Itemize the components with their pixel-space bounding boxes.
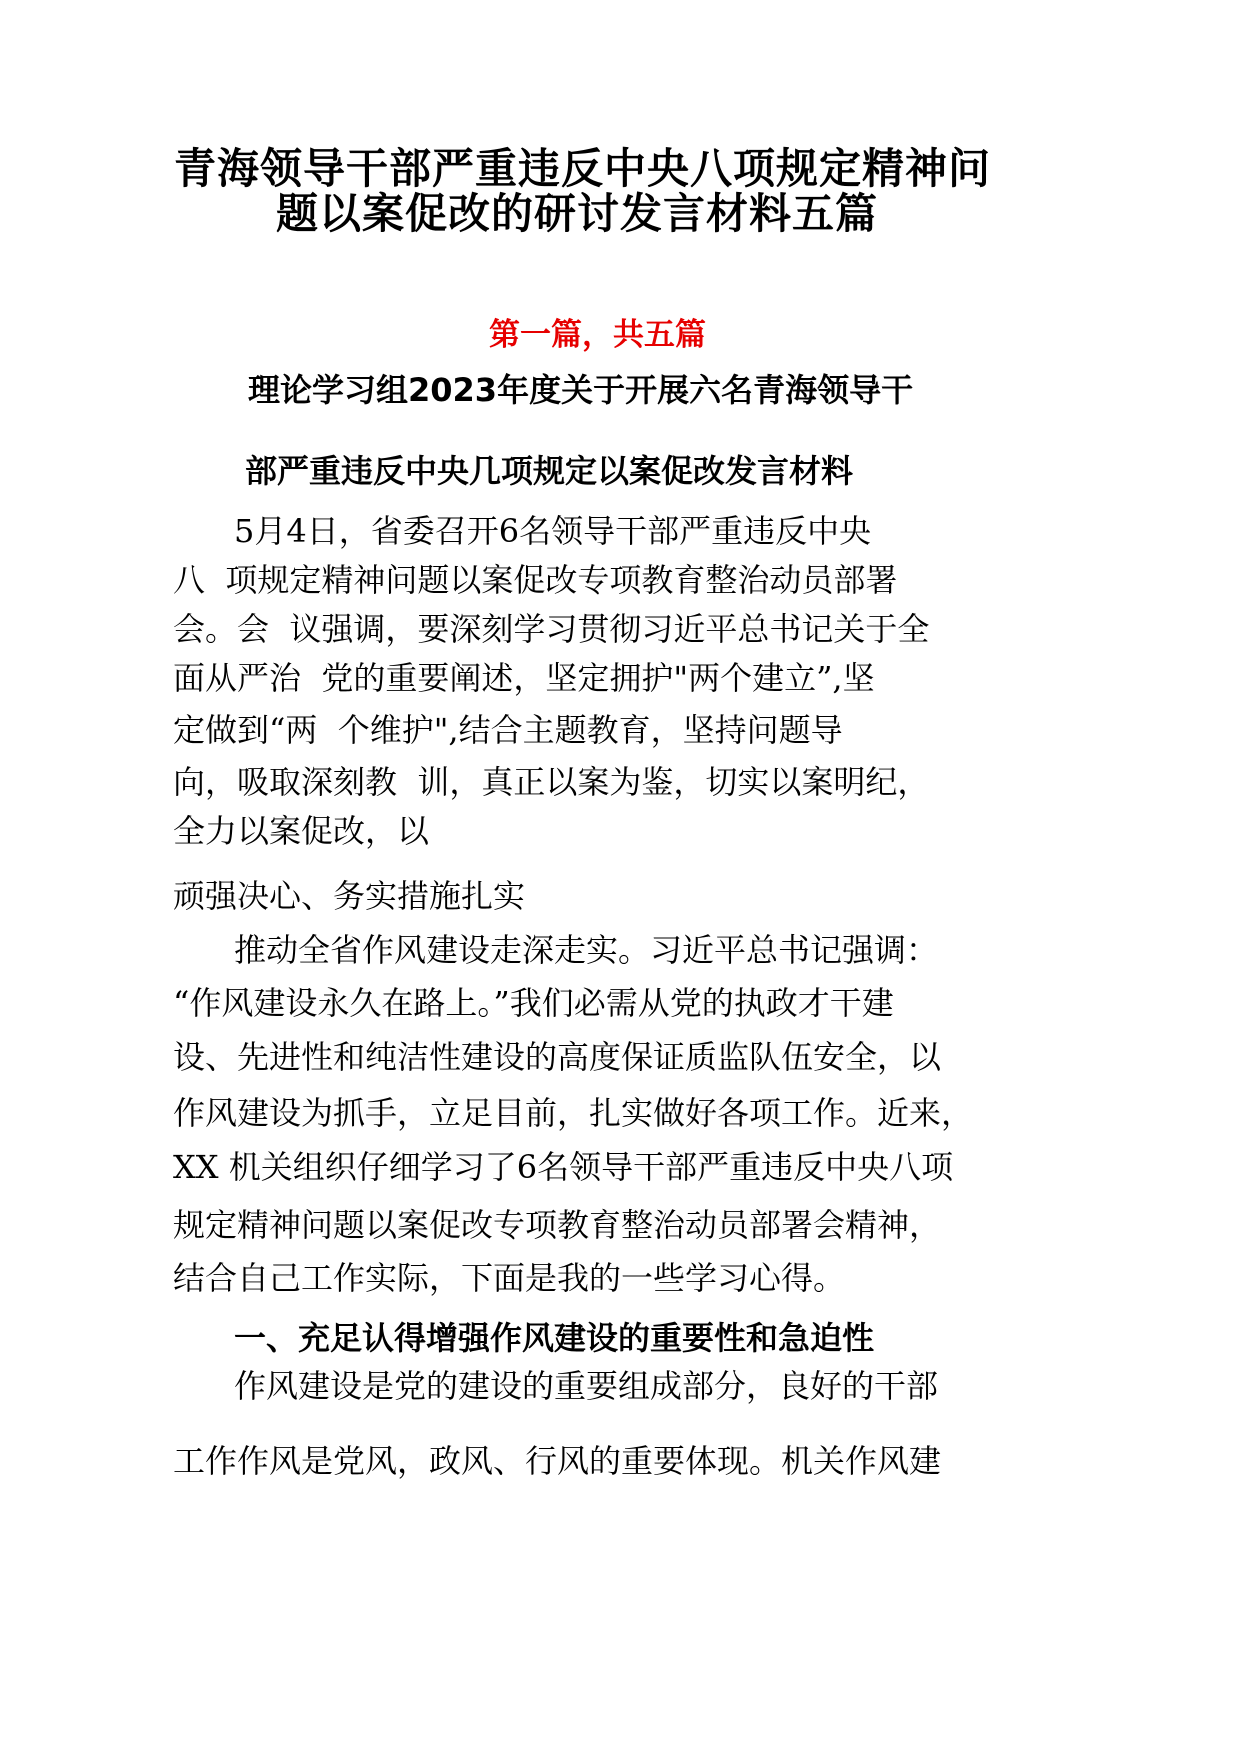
document-title-line-2: 题以案促改的研讨发言材料五篇	[276, 189, 879, 238]
paragraph-4-line-1: 作风建设是党的建设的重要组成部分，良好的干部	[234, 1367, 939, 1405]
paragraph-3-line-3: 设、先进性和纯洁性建设的高度保证质监队伍安全，以	[173, 1038, 942, 1076]
paragraph-1-line-6: 向，吸取深刻教 训，真正以案为鉴，切实以案明纪，	[173, 763, 930, 801]
paragraph-1-line-5: 定做到“两 个维护",结合主题教育，坚持问题导	[173, 711, 843, 749]
paragraph-1-line-3: 会。会 议强调，要深刻学习贯彻习近平总书记关于全	[173, 610, 930, 648]
paragraph-2-line-1: 顽强决心、务实措施扎实	[173, 877, 526, 915]
paragraph-3-line-6: 规定精神问题以案促改专项教育整治动员部署会精神，	[173, 1206, 942, 1244]
paragraph-3-line-4: 作风建设为抓手，立足目前，扎实做好各项工作。近来，	[173, 1094, 974, 1132]
paragraph-4-line-2: 工作作风是党风，政风、行风的重要体现。机关作风建	[173, 1442, 942, 1480]
article-title-line-2: 部严重违反中央几项规定以案促改发言材料	[245, 452, 854, 490]
paragraph-3-line-7: 结合自己工作实际，下面是我的一些学习心得。	[173, 1259, 846, 1297]
paragraph-1-line-4: 面从严治 党的重要阐述，坚定拥护"两个建立”,坚	[173, 659, 875, 697]
paragraph-3-line-2: “作风建设永久在路上。”我们必需从党的执政才干建	[173, 984, 894, 1022]
paragraph-1-line-7: 全力以案促改，以	[173, 812, 430, 850]
article-title-line-1: 理论学习组2023年度关于开展六名青海领导干	[248, 371, 914, 409]
paragraph-1-line-1: 5月4日，省委召开6名领导干部严重违反中央	[234, 512, 872, 550]
paragraph-3-line-5: XX 机关组织仔细学习了6名领导干部严重违反中央八项	[173, 1148, 954, 1186]
part-label: 第一篇，共五篇	[489, 317, 706, 353]
document-title-line-1: 青海领导干部严重违反中央八项规定精神问	[174, 144, 992, 193]
section-1-heading: 一、充足认得增强作风建设的重要性和急迫性	[234, 1319, 875, 1357]
paragraph-1-line-2: 八 项规定精神问题以案促改专项教育整治动员部署	[173, 561, 898, 599]
paragraph-3-line-1: 推动全省作风建设走深走实。习近平总书记强调：	[234, 931, 939, 969]
